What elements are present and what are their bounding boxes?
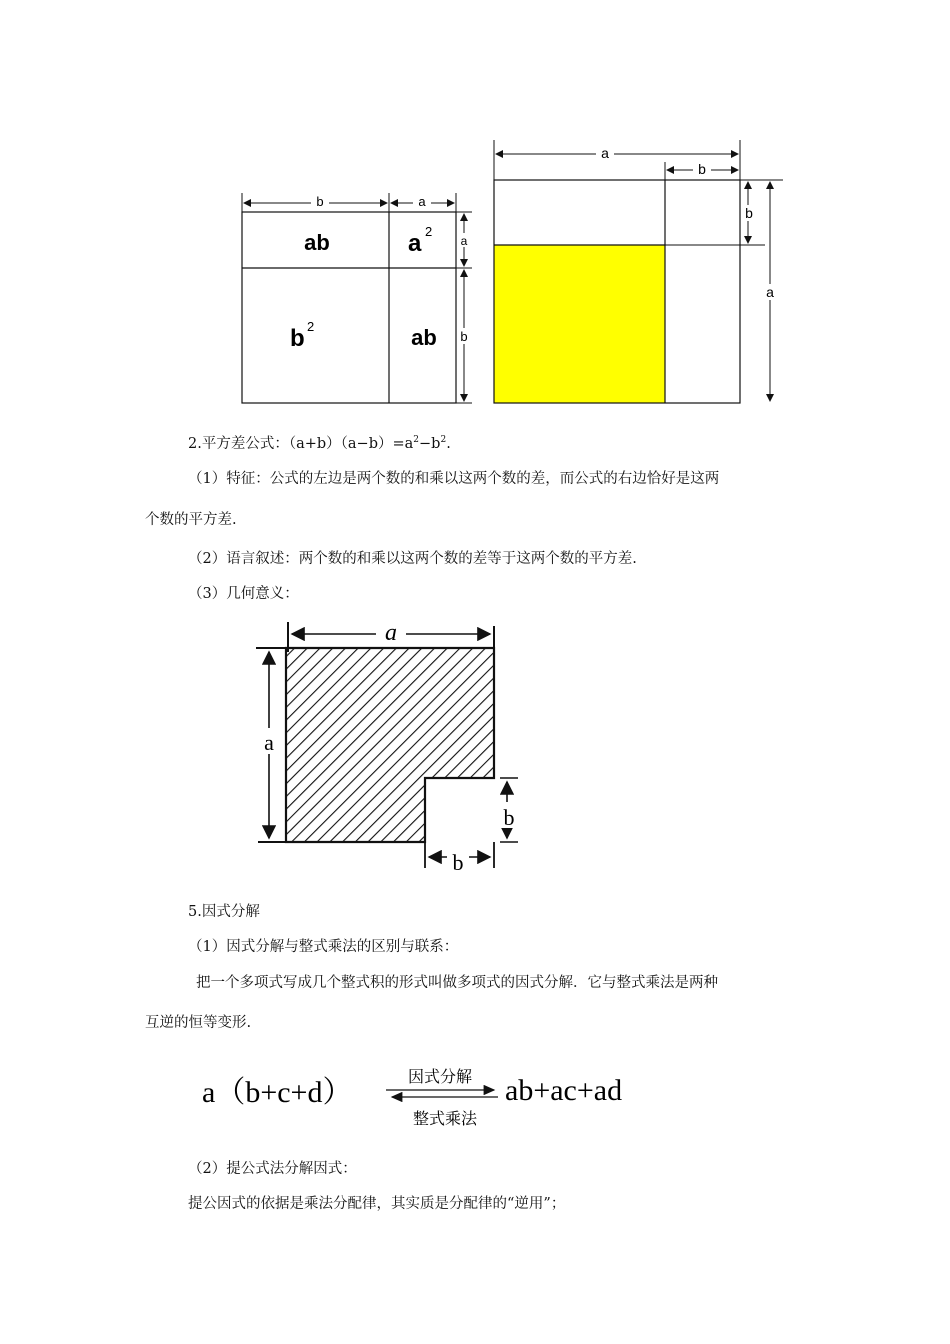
dim-label-a-right: a [460, 234, 468, 248]
cell-b2-exp: 2 [307, 319, 315, 334]
section5-para-line1: 把一个多项式写成几个整式积的形式叫做多项式的因式分解．它与整式乘法是两种 [196, 975, 718, 991]
geometry-meaning: （3）几何意义： [188, 586, 299, 602]
section5-heading: 5.因式分解 [188, 904, 260, 920]
dim-label-a-top: a [418, 194, 426, 209]
dim-label-b-bottom-fig3: b [452, 850, 464, 875]
formula-bottom-label: 整式乘法 [412, 1111, 478, 1128]
cell-ab-bottom: ab [411, 325, 437, 350]
dim-label-a-top-fig3: a [385, 620, 397, 646]
dim-label-b-right-fig2: b [745, 205, 753, 221]
section5-para2: 提公因式的依据是乘法分配律，其实质是分配律的“逆用”； [188, 1196, 566, 1212]
feature-line-1: （1）特征：公式的左边是两个数的和乘以这两个数的差，而公式的右边恰好是这两 [188, 471, 720, 487]
dim-label-b-right-fig3: b [503, 805, 515, 830]
dim-label-b-top-fig2: b [698, 161, 706, 177]
section5-para-line2: 互逆的恒等变形. [145, 1015, 252, 1031]
dim-label-b-right: b [460, 329, 468, 344]
section5-sub2: （2）提公式法分解因式： [188, 1161, 357, 1177]
formula-right: ab+ac+ad [505, 1074, 623, 1107]
dim-label-a-right-fig2: a [766, 284, 774, 300]
section5-sub1: （1）因式分解与整式乘法的区别与联系： [188, 939, 459, 955]
dim-label-a-left-fig3: a [264, 730, 274, 755]
dim-label-a-top-fig2: a [601, 145, 609, 161]
formula-top-label: 因式分解 [407, 1069, 473, 1086]
formula-left: a（b+c+d） [202, 1076, 353, 1109]
section2-heading: 2.平方差公式：$(a+b)(a-b)=a^2-b^2$. [188, 435, 451, 452]
cell-a2-exp: 2 [425, 224, 433, 239]
cell-a2-base: a [408, 230, 422, 257]
cell-ab-top: ab [304, 230, 330, 255]
language-description: （2）语言叙述：两个数的和乘以这两个数的差等于这两个数的平方差. [188, 551, 637, 567]
dim-label-b-top: b [316, 194, 324, 209]
cell-b2-base: b [290, 325, 305, 352]
feature-line-2: 个数的平方差. [145, 512, 237, 528]
